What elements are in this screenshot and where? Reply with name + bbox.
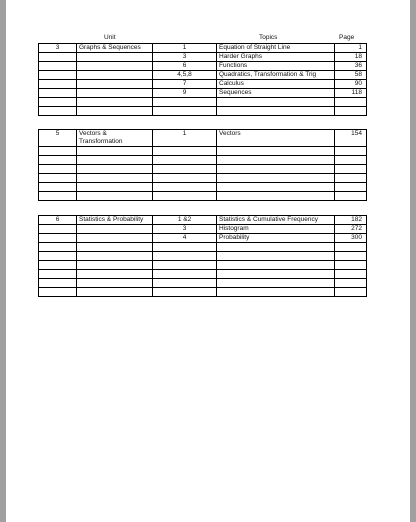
unit-number-cell: [39, 192, 77, 201]
topic-cell: [217, 288, 335, 297]
table-row: [39, 147, 367, 156]
chapter-cell: 1: [153, 44, 217, 53]
topic-cell: [217, 174, 335, 183]
table-row: [39, 174, 367, 183]
chapter-cell: 4: [153, 234, 217, 243]
page-cell: [335, 270, 367, 279]
unit-number-cell: 5: [39, 130, 77, 147]
table-row: [39, 98, 367, 107]
unit-number-cell: [39, 98, 77, 107]
unit-name-cell: [77, 234, 153, 243]
unit-name-cell: Statistics & Probability: [77, 216, 153, 225]
header-unit: Unit: [104, 34, 116, 41]
unit-number-cell: [39, 183, 77, 192]
topic-cell: [217, 98, 335, 107]
unit-name-cell: [77, 270, 153, 279]
page-cell: [335, 165, 367, 174]
table-row: [39, 165, 367, 174]
unit-name-cell: [77, 261, 153, 270]
page-cell: [335, 98, 367, 107]
topic-cell: [217, 261, 335, 270]
unit-number-cell: [39, 225, 77, 234]
table-row: [39, 130, 367, 147]
unit-name-cell: [77, 53, 153, 62]
unit-number-cell: [39, 62, 77, 71]
document-page: [6, 0, 410, 522]
unit-name-cell: [77, 174, 153, 183]
unit-name-cell: [77, 107, 153, 116]
page-cell: [335, 107, 367, 116]
table-row: [39, 216, 367, 225]
unit-number-cell: [39, 279, 77, 288]
unit-number-cell: [39, 53, 77, 62]
topic-cell: [217, 192, 335, 201]
topic-cell: Vectors: [217, 130, 335, 147]
unit-name-cell: [77, 183, 153, 192]
unit-number-cell: 3: [39, 44, 77, 53]
chapter-cell: [153, 183, 217, 192]
topic-cell: Equation of Straight Line: [217, 44, 335, 53]
chapter-cell: 7: [153, 80, 217, 89]
table-row: [39, 225, 367, 234]
unit-name-cell: [77, 89, 153, 98]
topic-cell: [217, 183, 335, 192]
topic-cell: Histogram: [217, 225, 335, 234]
table-row: [39, 288, 367, 297]
table-row: [39, 192, 367, 201]
page-cell: [335, 261, 367, 270]
chapter-cell: 6: [153, 62, 217, 71]
chapter-cell: 1: [153, 130, 217, 147]
table-row: [39, 252, 367, 261]
page-cell: [335, 156, 367, 165]
unit-name-cell: [77, 288, 153, 297]
unit-name-cell: [77, 147, 153, 156]
unit-name-cell: [77, 192, 153, 201]
topic-cell: Functions: [217, 62, 335, 71]
unit-table-statistics-probability: [38, 215, 367, 297]
unit-number-cell: [39, 243, 77, 252]
chapter-cell: 3: [153, 53, 217, 62]
table-row: [39, 279, 367, 288]
unit-number-cell: 6: [39, 216, 77, 225]
chapter-cell: [153, 174, 217, 183]
unit-number-cell: [39, 174, 77, 183]
table-row: [39, 89, 367, 98]
table-row: [39, 71, 367, 80]
page-cell: [335, 174, 367, 183]
chapter-cell: [153, 98, 217, 107]
unit-number-cell: [39, 252, 77, 261]
topic-cell: [217, 270, 335, 279]
chapter-cell: [153, 270, 217, 279]
unit-number-cell: [39, 156, 77, 165]
page-cell: 90: [335, 80, 367, 89]
unit-table-vectors-transformation: [38, 129, 367, 201]
chapter-cell: 3: [153, 225, 217, 234]
topic-cell: Probability: [217, 234, 335, 243]
unit-name-cell: [77, 71, 153, 80]
topic-cell: [217, 243, 335, 252]
table-row: [39, 270, 367, 279]
table-body: [39, 130, 367, 201]
unit-number-cell: [39, 288, 77, 297]
unit-number-cell: [39, 71, 77, 80]
unit-number-cell: [39, 261, 77, 270]
topic-cell: Statistics & Cumulative Frequency: [217, 216, 335, 225]
page-cell: [335, 288, 367, 297]
unit-name-cell: Graphs & Sequences: [77, 44, 153, 53]
chapter-cell: [153, 243, 217, 252]
chapter-cell: 4,5,8: [153, 71, 217, 80]
unit-number-cell: [39, 165, 77, 174]
page-cell: 272: [335, 225, 367, 234]
chapter-cell: [153, 147, 217, 156]
page-cell: 300: [335, 234, 367, 243]
page-cell: [335, 147, 367, 156]
page-cell: 36: [335, 62, 367, 71]
topic-cell: [217, 107, 335, 116]
topic-cell: [217, 165, 335, 174]
page-cell: [335, 252, 367, 261]
page-cell: [335, 243, 367, 252]
chapter-cell: [153, 288, 217, 297]
unit-number-cell: [39, 270, 77, 279]
page-cell: 18: [335, 53, 367, 62]
chapter-cell: [153, 165, 217, 174]
unit-name-cell: [77, 62, 153, 71]
chapter-cell: [153, 252, 217, 261]
chapter-cell: [153, 279, 217, 288]
chapter-cell: [153, 107, 217, 116]
topic-cell: [217, 147, 335, 156]
header-topics: Topics: [259, 34, 278, 41]
table-row: [39, 80, 367, 89]
unit-number-cell: [39, 234, 77, 243]
unit-name-cell: [77, 156, 153, 165]
page-cell: 58: [335, 71, 367, 80]
table-row: [39, 261, 367, 270]
table-row: [39, 156, 367, 165]
topic-cell: Calculus: [217, 80, 335, 89]
topic-cell: [217, 252, 335, 261]
page-cell: 182: [335, 216, 367, 225]
unit-number-cell: [39, 80, 77, 89]
chapter-cell: [153, 261, 217, 270]
chapter-cell: [153, 156, 217, 165]
table-row: [39, 243, 367, 252]
topic-cell: [217, 279, 335, 288]
page-cell: [335, 279, 367, 288]
topic-cell: Sequences: [217, 89, 335, 98]
unit-name-cell: [77, 225, 153, 234]
unit-name-cell: [77, 252, 153, 261]
table-row: [39, 44, 367, 53]
unit-name-cell: [77, 80, 153, 89]
page-cell: [335, 192, 367, 201]
topic-cell: Quadratics, Transformation & Trig: [217, 71, 335, 80]
page-cell: [335, 183, 367, 192]
table-row: [39, 62, 367, 71]
unit-name-cell: [77, 165, 153, 174]
unit-table-graphs-sequences: [38, 43, 367, 116]
page-cell: 154: [335, 130, 367, 147]
chapter-cell: [153, 192, 217, 201]
table-row: [39, 183, 367, 192]
table-row: [39, 53, 367, 62]
table-body: [39, 216, 367, 297]
unit-number-cell: [39, 147, 77, 156]
table-row: [39, 107, 367, 116]
unit-name-cell: [77, 243, 153, 252]
page-cell: 1: [335, 44, 367, 53]
topic-cell: Harder Graphs: [217, 53, 335, 62]
chapter-cell: 9: [153, 89, 217, 98]
table-body: [39, 44, 367, 116]
unit-name-cell: [77, 279, 153, 288]
unit-number-cell: [39, 107, 77, 116]
chapter-cell: 1 &2: [153, 216, 217, 225]
unit-number-cell: [39, 89, 77, 98]
topic-cell: [217, 156, 335, 165]
unit-name-cell: [77, 98, 153, 107]
page-cell: 118: [335, 89, 367, 98]
unit-name-cell: Vectors & Transformation: [77, 130, 153, 147]
table-row: [39, 234, 367, 243]
header-page: Page: [339, 34, 355, 41]
